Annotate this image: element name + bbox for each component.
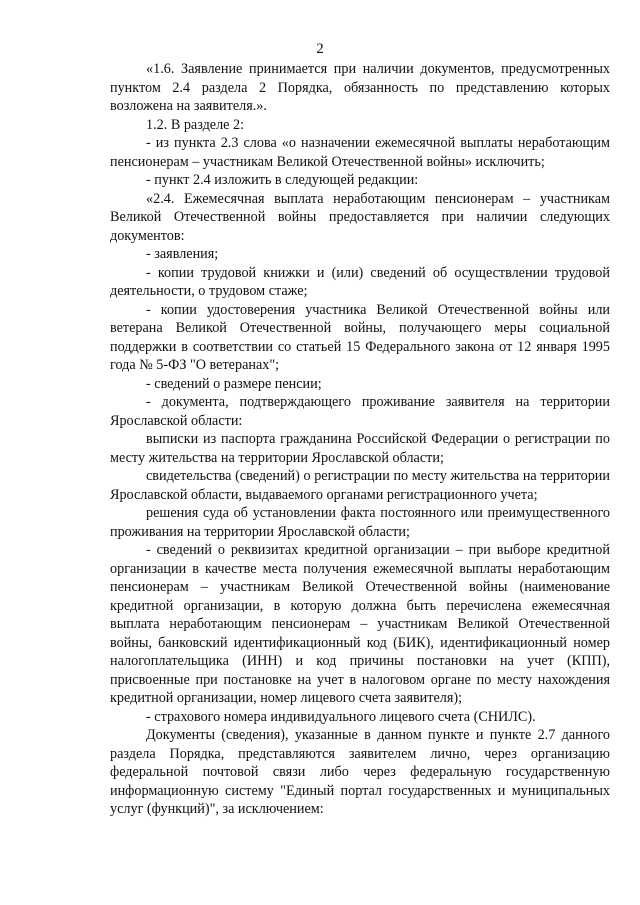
paragraph-1-2-heading: 1.2. В разделе 2: — [146, 116, 245, 133]
list-item-application: - заявления; — [146, 246, 219, 262]
page-number: 2 — [316, 41, 324, 57]
list-item-veteran-certificate: - копии удостоверения участника Великой Отечественной войны или ветерана Великой Отечественной войны, получающего меры социальной поддержки в соответствии со статьей 15 Федерального закона от 12 января 1995 года № 5-ФЗ "О ветеранах"; — [110, 301, 610, 373]
sub-item-court-decision: решения суда об установлении факта постоянного или преимущественного проживания на территории Ярославской области; — [110, 505, 610, 540]
list-item-bank-details: - сведений о реквизитах кредитной организации – при выборе кредитной организации в качестве места получения ежемесячной выплаты неработающим пенсионерам – участникам Великой Отечественной войны (наименование кредитной организации, в которую должна быть перечислена ежемесячная выплата неработающим пенсионерам – участникам Великой Отечественной войны, банковский идентификационный код (БИК), идентификационный номер налогоплательщика (ИНН) и код причины постановки на учет (КПП), присвоенные при постановке на учет в налоговом органе по месту нахождения кредитной организации, номер лицевого счета заявителя); — [110, 542, 610, 706]
paragraph-1-6: «1.6. Заявление принимается при наличии документов, предусмотренных пунктом 2.4 раздела 2 Порядка, обязанность по представлению которых возложена на заявителя.». — [110, 61, 610, 114]
list-item-work-book: - копии трудовой книжки и (или) сведений об осуществлении трудовой деятельности, о трудовом стаже; — [110, 264, 610, 299]
list-item-snils: - страхового номера индивидуального лицевого счета (СНИЛС). — [146, 708, 536, 725]
list-item-residence-document: - документа, подтверждающего проживание заявителя на территории Ярославской области: — [110, 394, 610, 429]
sub-item-passport-extract: выписки из паспорта гражданина Российской Федерации о регистрации по месту жительства на территории Ярославской области; — [110, 431, 610, 466]
document-body — [110, 60, 610, 819]
paragraph-submission: Документы (сведения), указанные в данном пункте и пункте 2.7 данного раздела Порядка, представляются заявителем лично, через организацию федеральной почтовой связи либо через федеральную государственную информационную систему "Единый портал государственных и муниципальных услуг (функций)", за исключением: — [110, 727, 610, 817]
sub-item-registration-certificate: свидетельства (сведений) о регистрации по месту жительства на территории Ярославской области, выдаваемого органами регистрационного учета; — [110, 468, 610, 503]
paragraph-item-2-4: - пункт 2.4 изложить в следующей редакции: — [146, 172, 419, 188]
paragraph-item-2-3: - из пункта 2.3 слова «о назначении ежемесячной выплаты неработающим пенсионерам – участникам Великой Отечественной войны» исключить; — [110, 135, 610, 170]
list-item-pension-info: - сведений о размере пенсии; — [146, 375, 322, 392]
paragraph-2-4-text: «2.4. Ежемесячная выплата неработающим пенсионерам – участникам Великой Отечественной войны предоставляется при наличии следующих документов: — [110, 190, 610, 244]
